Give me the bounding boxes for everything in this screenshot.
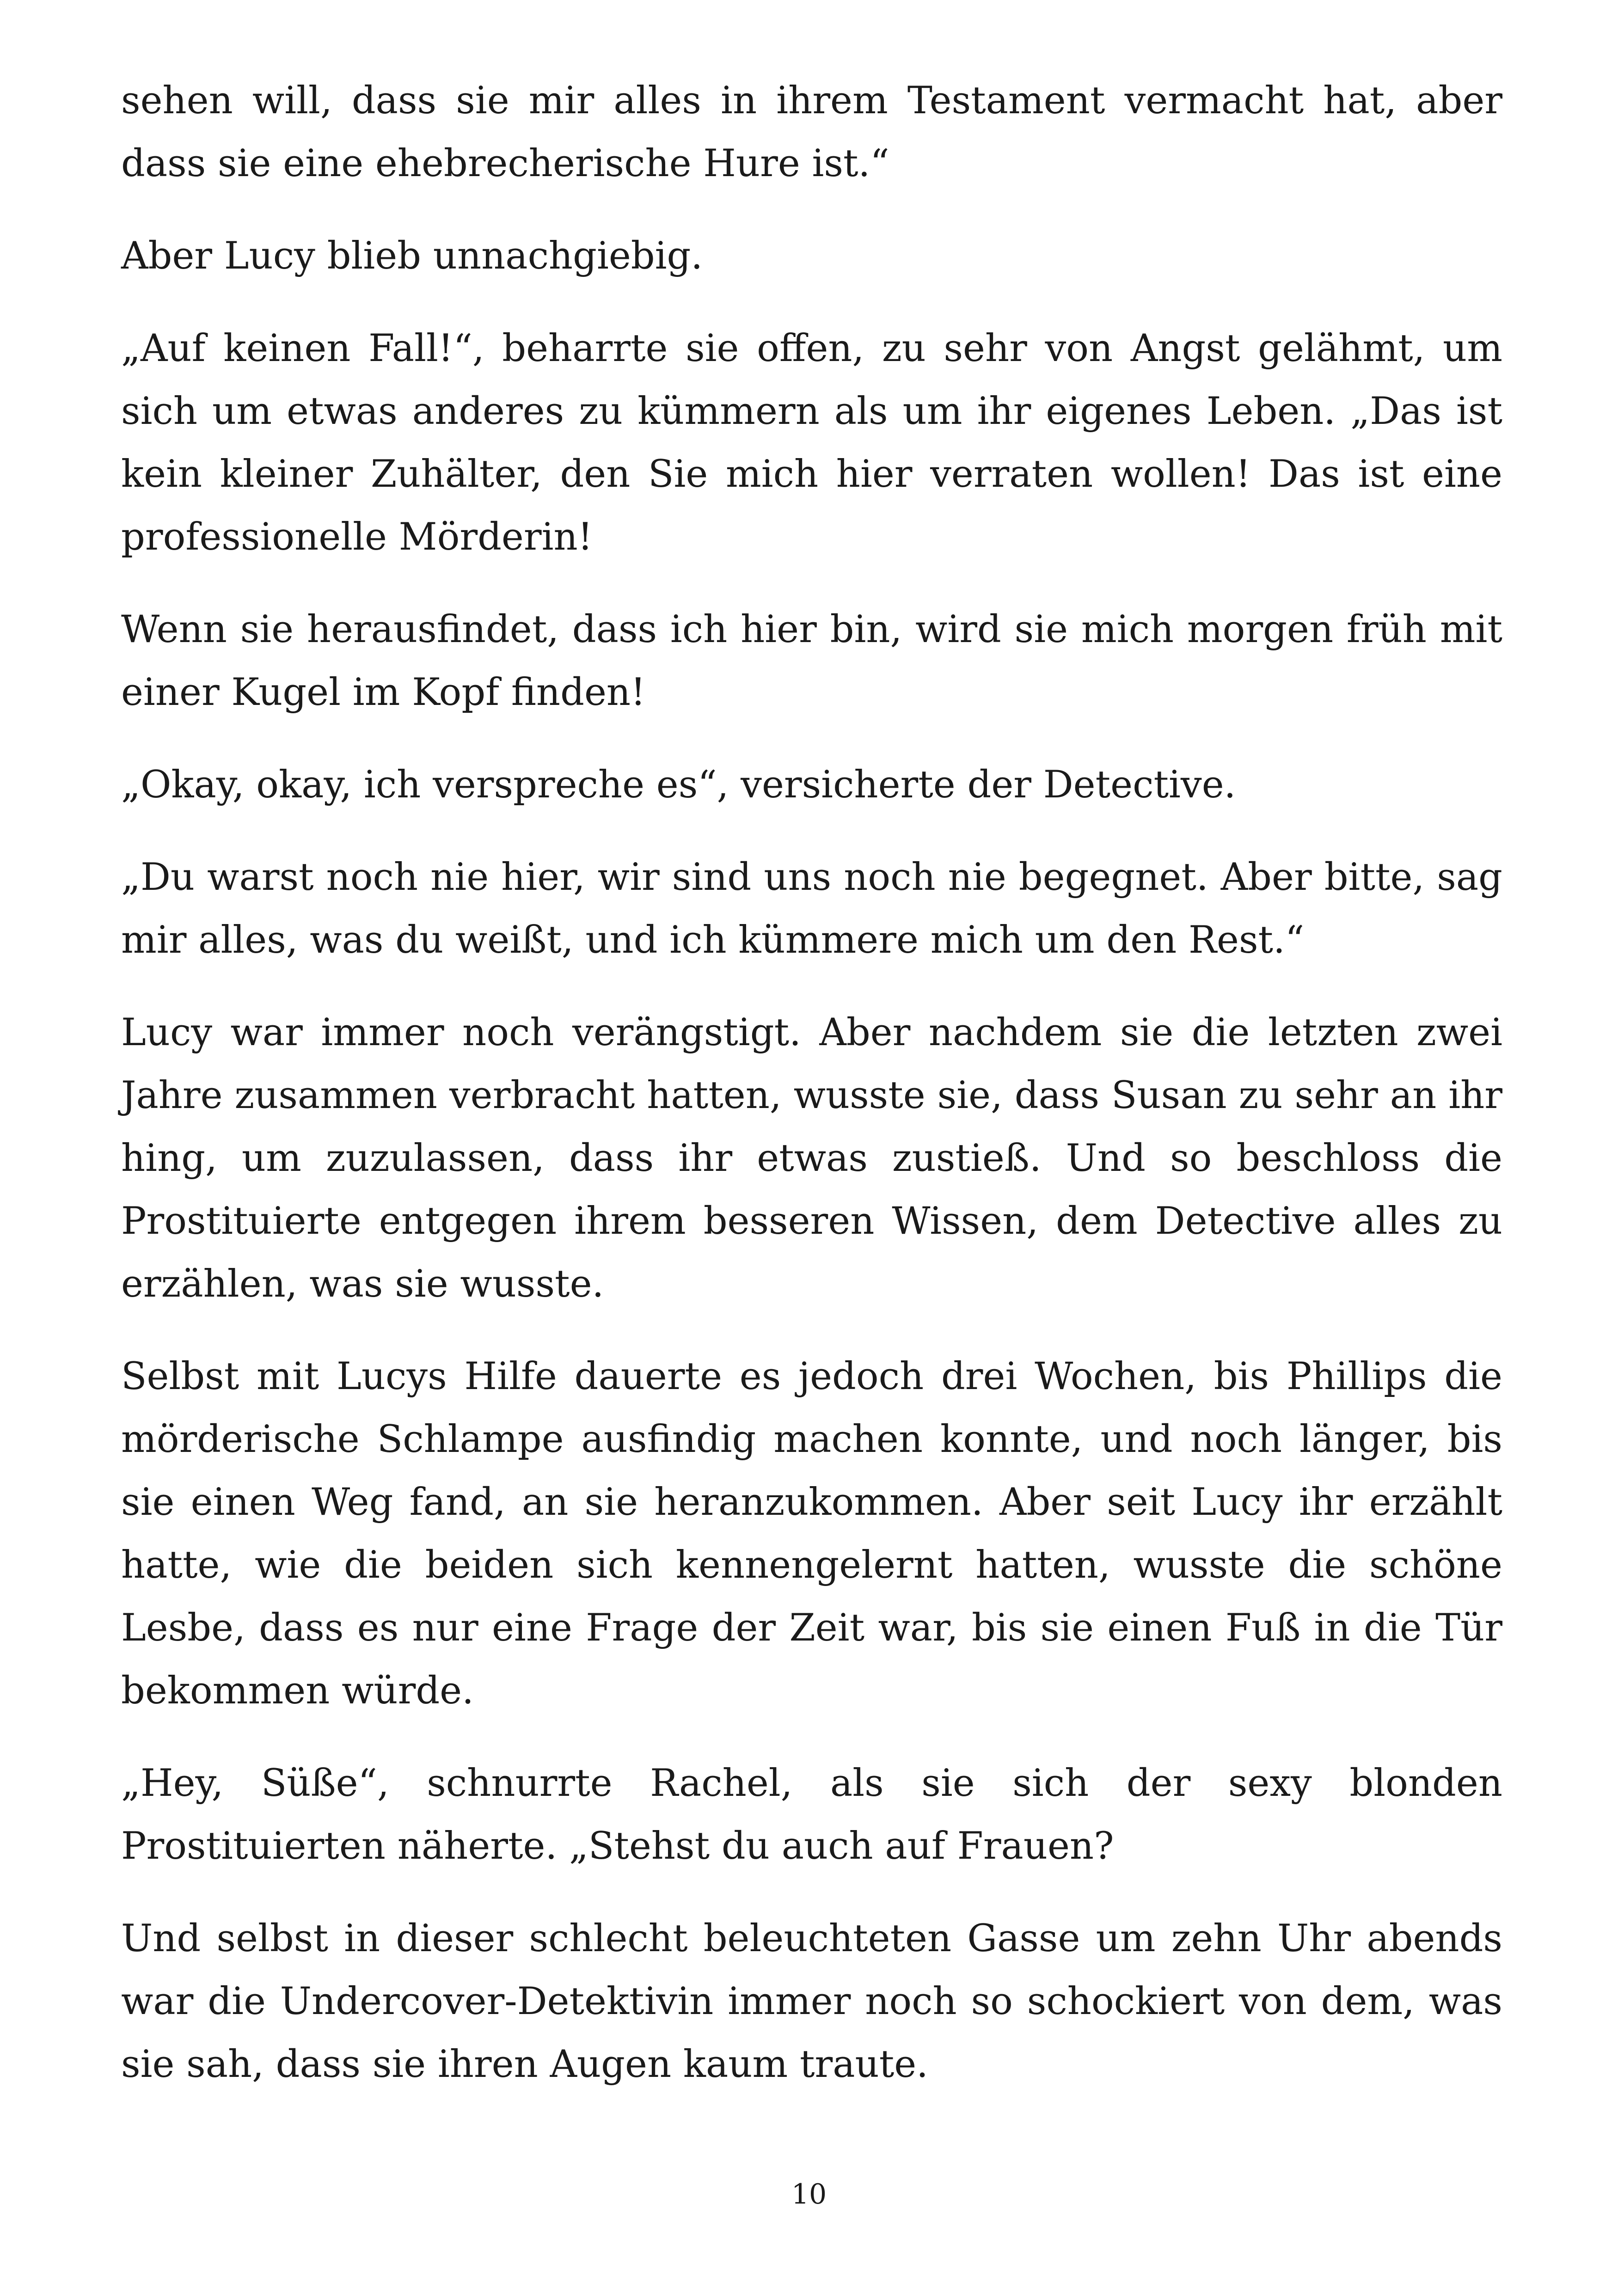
paragraph-10: Und selbst in dieser schlecht beleuchteten Gasse um zehn Uhr abends war die Undercover-Detektivin immer noch so schockiert von dem, was sie sah, dass sie ihren Augen kaum traute. bbox=[121, 1917, 1502, 2086]
paragraph-9: „Hey, Süße“, schnurrte Rachel, als sie sich der sexy blonden Prostituierten näherte. „Stehst du auch auf Frauen? bbox=[121, 1762, 1502, 1868]
paragraph-3: „Auf keinen Fall!“, beharrte sie offen, zu sehr von Angst gelähmt, um sich um etwas anderes zu kümmern als um ihr eigenes Leben. „Das ist kein kleiner Zuhälter, den Sie mich hier verraten wollen! Das ist eine professionelle Mörderin! bbox=[121, 327, 1502, 559]
paragraph-6: „Du warst noch nie hier, wir sind uns noch nie begegnet. Aber bitte, sag mir alles, was du weißt, und ich kümmere mich um den Rest.“ bbox=[121, 856, 1502, 962]
paragraph-7: Lucy war immer noch verängstigt. Aber nachdem sie die letzten zwei Jahre zusammen verbracht hatten, wusste sie, dass Susan zu sehr an ihr hing, um zuzulassen, dass ihr etwas zustieß. Und so beschloss die Prostituierte entgegen ihrem besseren Wissen, dem Detective alles zu erzählen, was sie wusste. bbox=[121, 1011, 1502, 1306]
paragraph-4: Wenn sie herausfindet, dass ich hier bin, wird sie mich morgen früh mit einer Kugel im Kopf finden! bbox=[121, 608, 1502, 714]
paragraph-8: Selbst mit Lucys Hilfe dauerte es jedoch drei Wochen, bis Phillips die mörderische Schlampe ausfindig machen konnte, und noch länger, bis sie einen Weg fand, an sie heranzukommen. Aber seit Lucy ihr erzählt hatte, wie die beiden sich kennengelernt hatten, wusste die schöne Lesbe, dass es nur eine Frage der Zeit war, bis sie einen Fuß in die Tür bekommen würde. bbox=[121, 1355, 1502, 1713]
page-body bbox=[121, 69, 1502, 2125]
paragraph-5: „Okay, okay, ich verspreche es“, versicherte der Detective. bbox=[121, 763, 1236, 807]
page-number: 10 bbox=[791, 2178, 827, 2210]
paragraph-1: sehen will, dass sie mir alles in ihrem Testament vermacht hat, aber dass sie eine ehebrecherische Hure ist.“ bbox=[121, 79, 1502, 185]
paragraph-2: Aber Lucy blieb unnachgiebig. bbox=[121, 234, 703, 278]
